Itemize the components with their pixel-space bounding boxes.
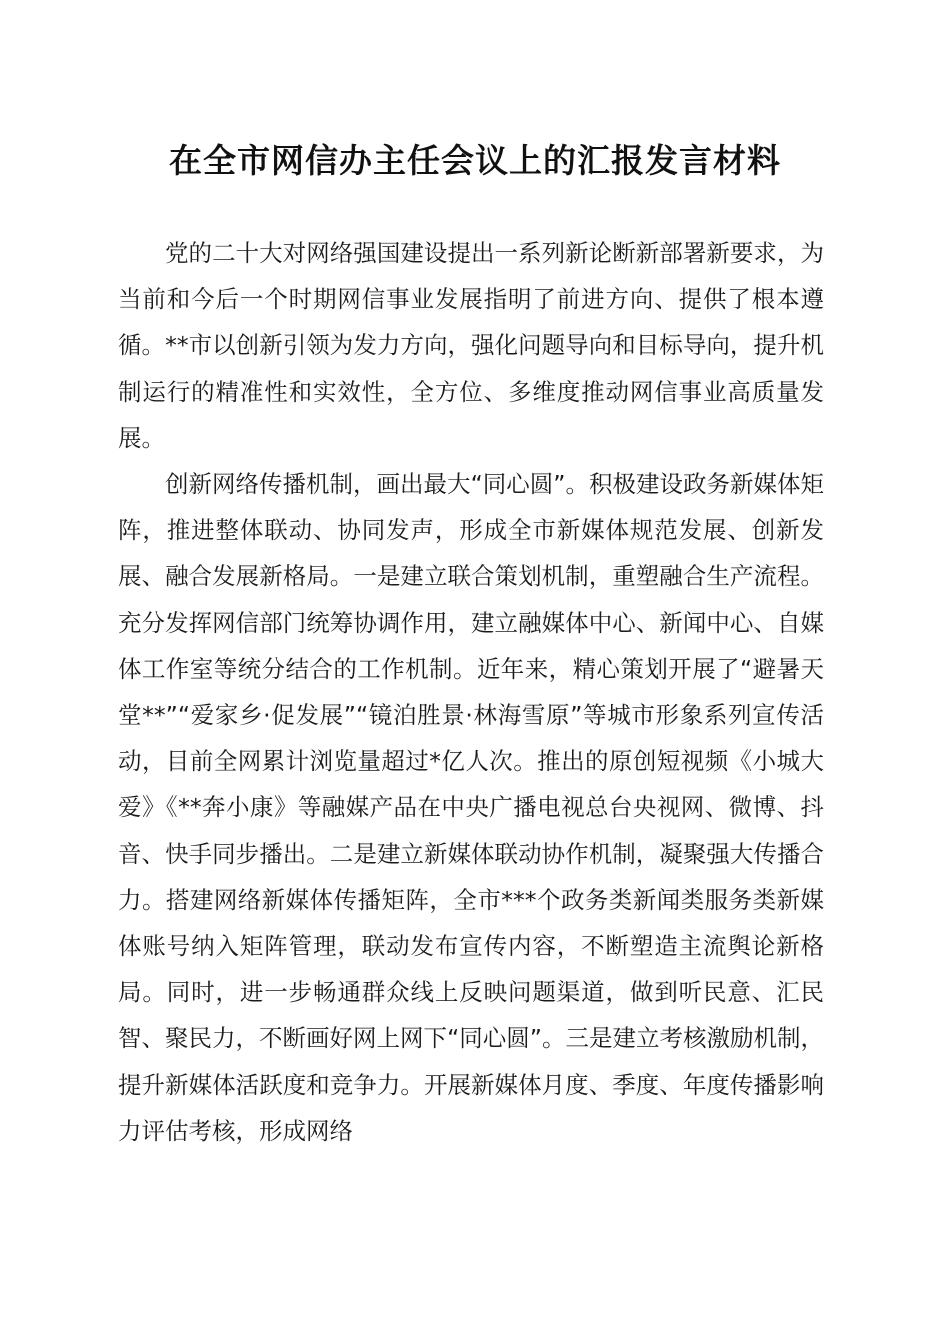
paragraph: 创新网络传播机制，画出最大“同心圆”。积极建设政务新媒体矩阵，推进整体联动、协同发声，形成全市新媒体规范发展、创新发展、融合发展新格局。一是建立联合策划机制，重塑融合生产流程。充分发挥网信部门统筹协调作用，建立融媒体中心、新闻中心、自媒体工作室等统分结合的工作机制。近年来，精心策划开展了“避暑天堂**”“爱家乡·促发展”“镜泊胜景·林海雪原”等城市形象系列宣传活动，目前全网累计浏览量超过*亿人次。推出的原创短视频《小城大爱》《**奔小康》等融媒产品在中央广播电视总台央视网、微博、抖音、快手同步播出。二是建立新媒体联动协作机制，凝聚强大传播合力。搭建网络新媒体传播矩阵，全市***个政务类新闻类服务类新媒体账号纳入矩阵管理，联动发布宣传内容，不断塑造主流舆论新格局。同时，进一步畅通群众线上反映问题渠道，做到听民意、汇民智、聚民力，不断画好网上网下“同心圆”。三是建立考核激励机制，提升新媒体活跃度和竞争力。开展新媒体月度、季度、年度传播影响力评估考核，形成网络 — [118, 470, 824, 1145]
document-body — [118, 230, 824, 1154]
paragraph: 党的二十大对网络强国建设提出一系列新论断新部署新要求，为当前和今后一个时期网信事业发展指明了前进方向、提供了根本遵循。**市以创新引领为发力方向，强化问题导向和目标导向，提升机制运行的精准性和实效性，全方位、多维度推动网信事业高质量发展。 — [118, 239, 824, 452]
document-title: 在全市网信办主任会议上的汇报发言材料 — [169, 141, 781, 180]
